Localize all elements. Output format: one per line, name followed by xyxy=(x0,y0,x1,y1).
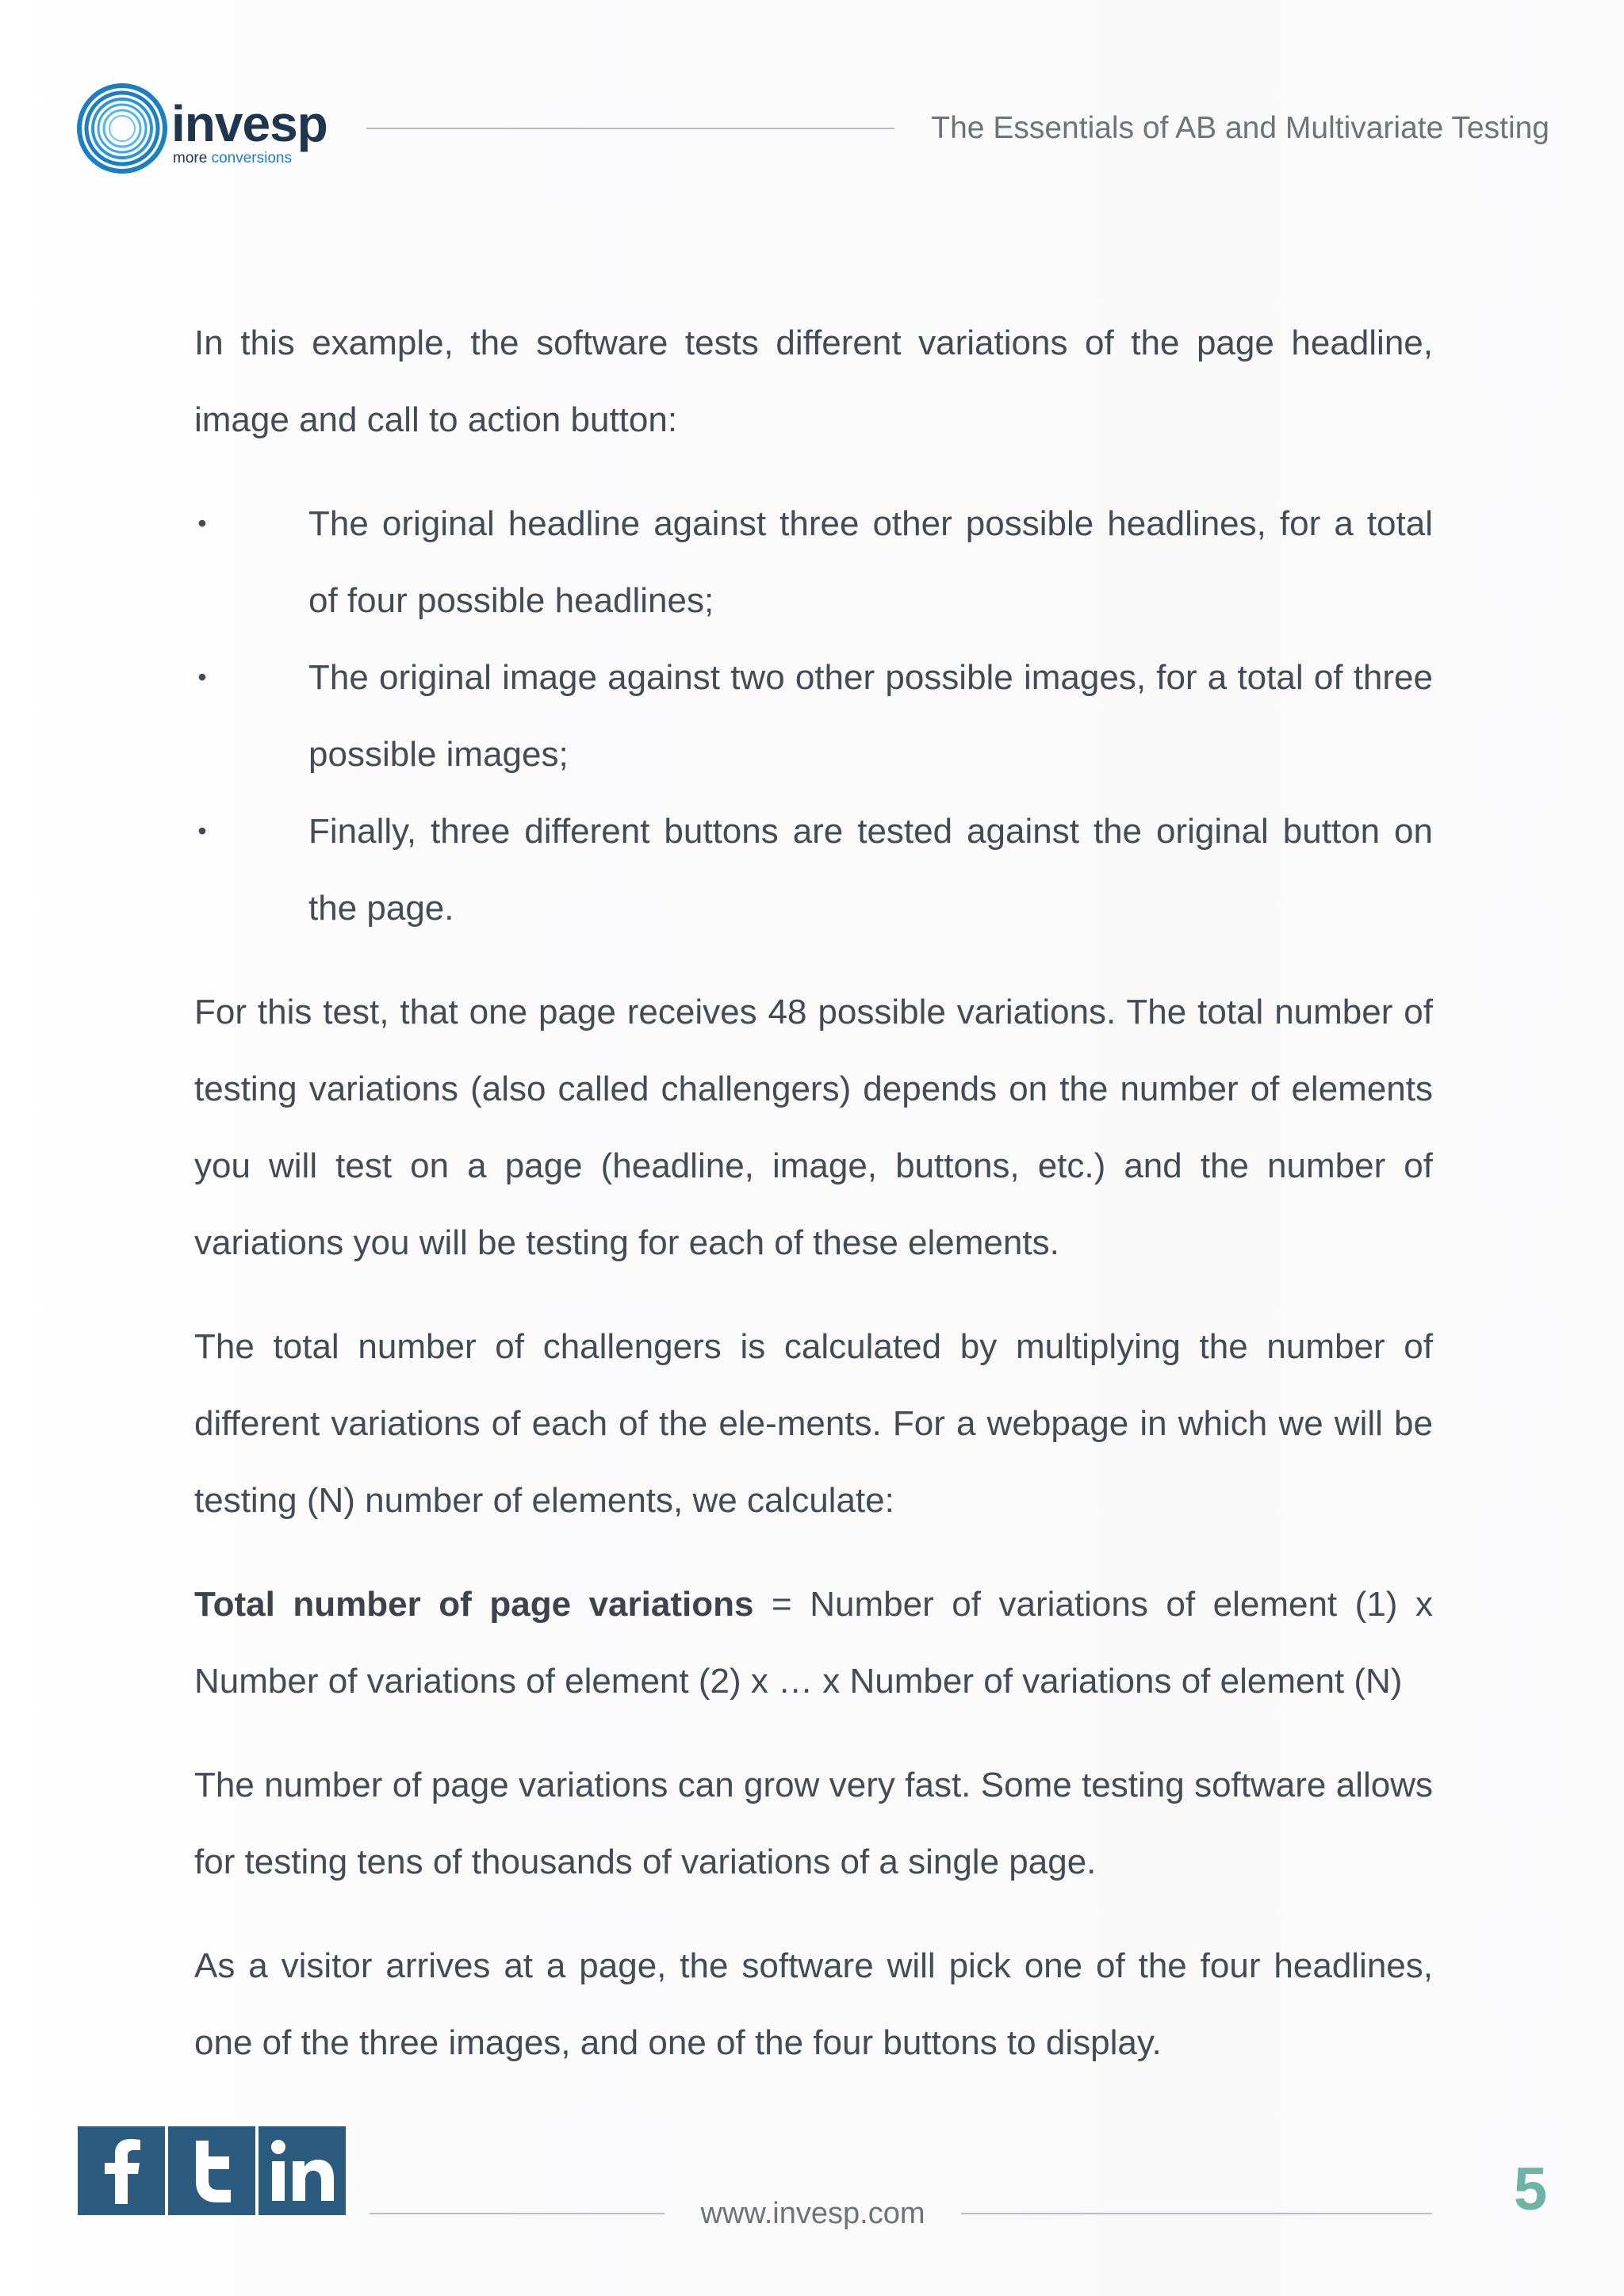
facebook-link[interactable] xyxy=(78,2126,165,2215)
list-item xyxy=(194,639,1433,793)
variation-list xyxy=(194,485,1433,947)
list-item-text: The original image against two other possible images, for a total of three possible images; xyxy=(308,658,1433,774)
invesp-logo[interactable] xyxy=(76,82,346,178)
footer-website-link[interactable]: www.invesp.com xyxy=(700,2197,925,2230)
variations-paragraph: For this test, that one page receives 48 possible variations. The total number of testing variations (also called challengers) depends on the number of elements you will test on a page (headline, image, buttons, etc.) and the number of variations you will be testing for each of these elements. xyxy=(194,993,1433,1262)
bullet-icon: • xyxy=(197,509,207,538)
social-links xyxy=(78,2126,346,2215)
logo-rings-icon xyxy=(76,82,168,174)
logo-tagline-conversions: conversions xyxy=(211,150,292,166)
twitter-icon xyxy=(186,2137,237,2204)
twitter-link[interactable] xyxy=(168,2126,255,2215)
challengers-paragraph: The total number of challengers is calculated by multiplying the number of different variations of each of the ele-ments. For a webpage in which we will be testing (N) number of elements, we calculate: xyxy=(194,1327,1433,1520)
linkedin-icon xyxy=(269,2139,335,2202)
header-divider xyxy=(366,128,894,129)
formula-paragraph xyxy=(194,1566,1433,1720)
logo-tagline xyxy=(173,151,292,166)
list-item-text: The original headline against three other possible headlines, for a total of four possible headlines; xyxy=(308,504,1433,620)
list-item xyxy=(194,793,1433,947)
logo-wordmark: invesp xyxy=(171,95,327,152)
intro-paragraph: In this example, the software tests different variations of the page headline, image and call to action button: xyxy=(194,323,1433,439)
growth-paragraph: The number of page variations can grow very fast. Some testing software allows for testing tens of thousands of variations of a single page. xyxy=(194,1766,1433,1881)
document-title: The Essentials of AB and Multivariate Testing xyxy=(931,111,1549,145)
visitor-paragraph: As a visitor arrives at a page, the software will pick one of the four headlines, one of the three images, and one of the four buttons to display. xyxy=(194,1946,1433,2062)
page-number: 5 xyxy=(1513,2156,1548,2223)
bullet-icon: • xyxy=(197,663,207,691)
list-item xyxy=(194,485,1433,639)
linkedin-link[interactable] xyxy=(259,2126,346,2215)
formula-body: = Number of variations of element (1) x Number of variations of element (2) x … x Number of variations of element (N) xyxy=(194,1585,1434,1701)
formula-label: Total number of page variations xyxy=(194,1585,754,1624)
facebook-icon xyxy=(98,2137,145,2204)
list-item-text: Finally, three different buttons are tested against the original button on the page. xyxy=(308,812,1433,928)
bullet-icon: • xyxy=(197,817,207,845)
footer-divider-right xyxy=(961,2213,1432,2214)
footer-divider-left xyxy=(370,2213,665,2214)
main-content xyxy=(194,304,1433,2108)
logo-tagline-more: more xyxy=(173,150,208,166)
